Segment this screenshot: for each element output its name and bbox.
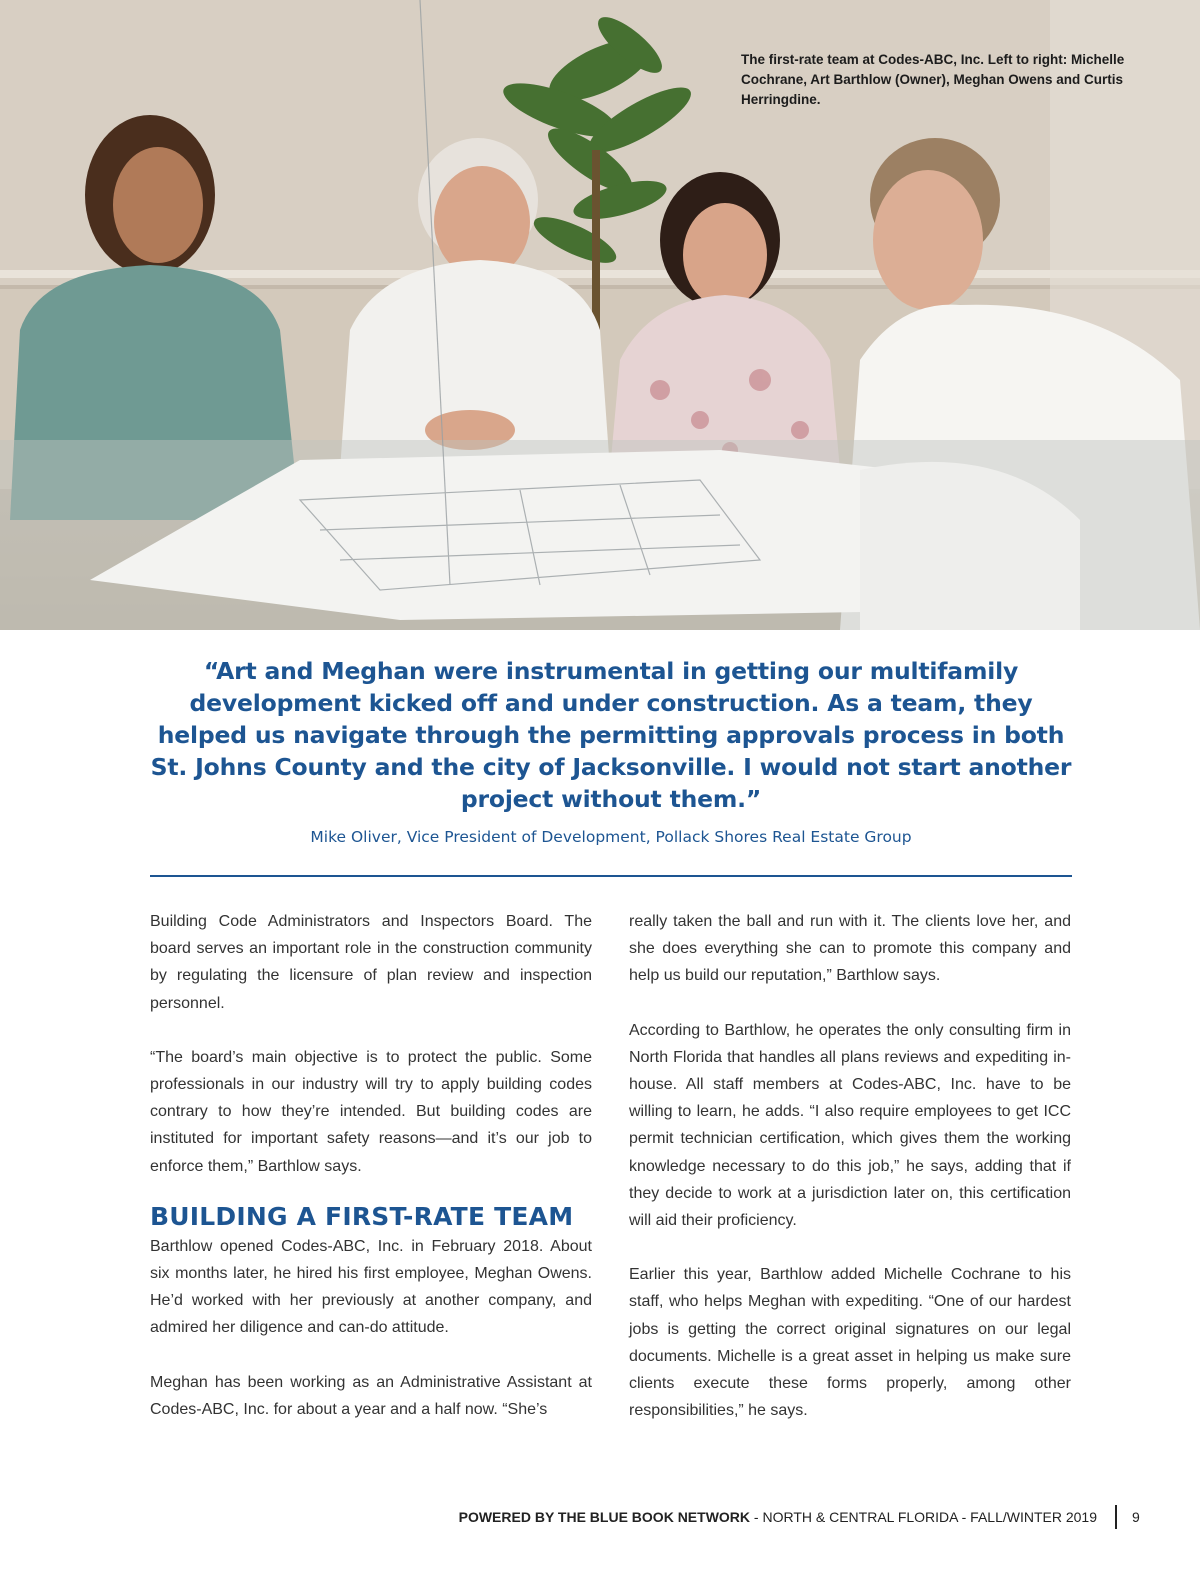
pull-quote: “Art and Meghan were instrumental in getting our multifamily development kicked off and under construction. As a team, they helped us navigate through the permitting approvals process in both St. Johns County and the city of Jacksonville. I would not start another project without them.” xyxy=(150,657,1072,813)
paragraph: According to Barthlow, he operates the only consulting firm in North Florida that handles all plans reviews and expediting in-house. All staff members at Codes-ABC, Inc. have to be willing to learn, he adds. “I also require employees to get ICC permit technician certification, which gives them the working knowledge necessary to do this job,” he says, adding that if they decide to work at a jurisdiction later on, this certification will aid their proficiency. xyxy=(629,1021,1071,1230)
paragraph: Barthlow opened Codes-ABC, Inc. in February 2018. About six months later, he hired his first employee, Meghan Owens. He’d worked with her previously at another company, and admired her diligence and can-do attitude. xyxy=(150,1237,592,1337)
footer-brand: POWERED BY THE BLUE BOOK NETWORK xyxy=(458,1509,751,1525)
quote-attribution: Mike Oliver, Vice President of Development, Pollack Shores Real Estate Group xyxy=(310,828,912,846)
photo-caption: The first-rate team at Codes-ABC, Inc. Left to right: Michelle Cochrane, Art Barthlow (Owner), Meghan Owens and Curtis Herringdine. xyxy=(741,52,1125,107)
paragraph: Building Code Administrators and Inspectors Board. The board serves an important role in the construction community by regulating the licensure of plan review and inspection personnel. xyxy=(150,913,592,1012)
right-column xyxy=(629,908,1071,1424)
page-number: 9 xyxy=(1132,1509,1140,1525)
team-photo xyxy=(0,0,1200,630)
paragraph: “The board’s main objective is to protect the public. Some professionals in our industry will try to apply building codes contrary to how they’re intended. But building codes are instituted for important safety reasons—and it’s our job to enforce them,” Barthlow says. xyxy=(150,1048,592,1175)
left-column xyxy=(150,908,592,1423)
paragraph: Meghan has been working as an Administrative Assistant at Codes-ABC, Inc. for about a year and a half now. “She’s xyxy=(150,1373,592,1418)
paragraph: Earlier this year, Barthlow added Michelle Cochrane to his staff, who helps Meghan with expediting. “One of our hardest jobs is getting the correct original signatures on our legal documents. Michelle is a great asset in helping us make sure clients execute these forms properly, among other responsibilities,” he says. xyxy=(629,1266,1071,1420)
footer-edition: - NORTH & CENTRAL FLORIDA - FALL/WINTER 2019 xyxy=(750,1509,1097,1525)
divider xyxy=(150,875,1072,877)
footer-separator xyxy=(1115,1505,1117,1529)
section-heading: BUILDING A FIRST-RATE TEAM xyxy=(150,1201,574,1231)
page-footer xyxy=(300,1509,1097,1525)
paragraph: really taken the ball and run with it. The clients love her, and she does everything she can to promote this company and help us build our reputation,” Barthlow says. xyxy=(629,913,1071,985)
